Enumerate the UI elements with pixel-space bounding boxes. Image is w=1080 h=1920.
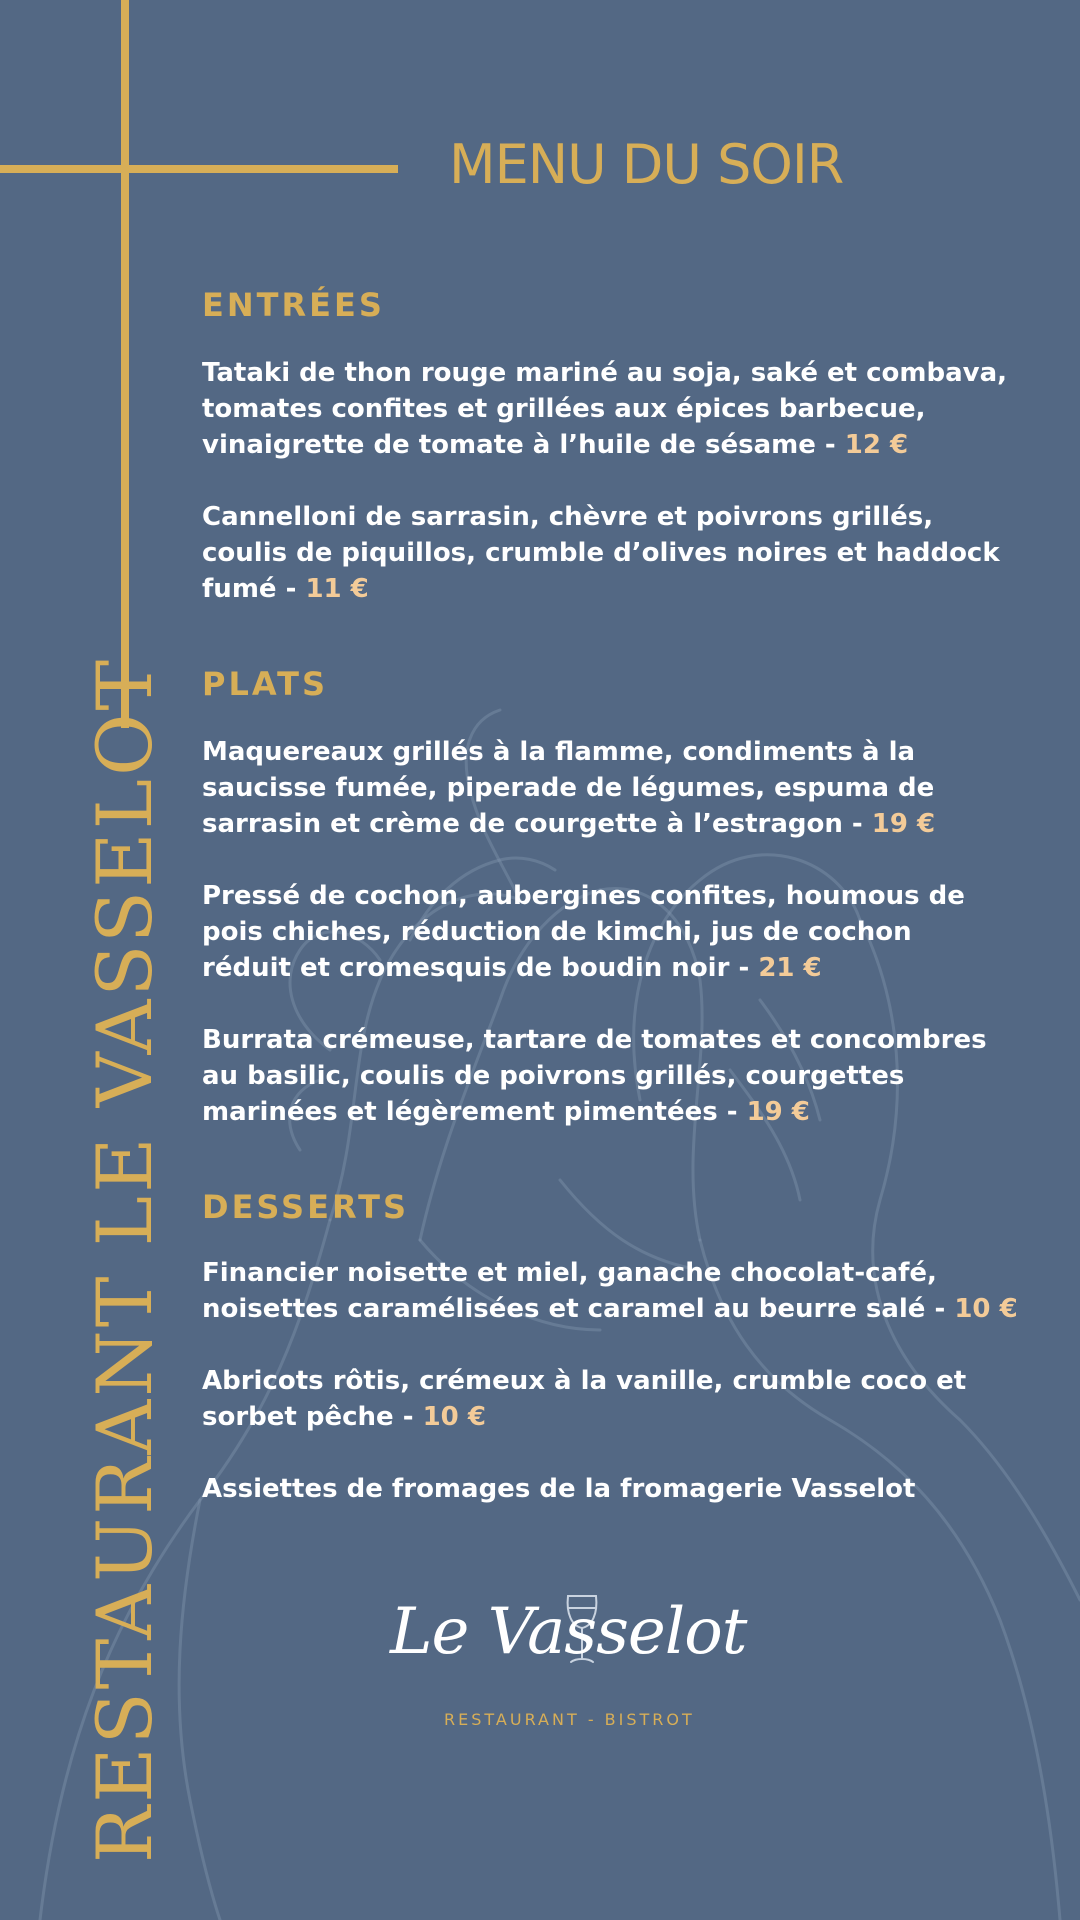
dish-item (202, 734, 1032, 842)
logo-script-text: Le Vasselot (390, 1595, 747, 1669)
gold-horizontal-line (0, 165, 398, 173)
dish-price: 19 € (871, 809, 936, 839)
dish-line: pois chiches, réduction de kimchi, jus de cochon (202, 917, 912, 947)
dish-line: noisettes caramélisées et caramel au beurre salé - 10 € (202, 1294, 1018, 1324)
dish-line: sarrasin et crème de courgette à l’estragon - 19 € (202, 809, 936, 839)
dish-price: 11 € (305, 574, 369, 604)
dish-item (202, 1255, 1032, 1327)
section-title-desserts: DESSERTS (202, 1188, 410, 1226)
dish-line: Cannelloni de sarrasin, chèvre et poivrons grillés, (202, 502, 934, 532)
dish-item (202, 1471, 1032, 1507)
dish-item (202, 1363, 1032, 1435)
section-title-plats: PLATS (202, 665, 328, 703)
dish-item (202, 499, 1032, 607)
dish-line: Assiettes de fromages de la fromagerie Vasselot (202, 1474, 916, 1504)
dish-line: tomates confites et grillées aux épices barbecue, (202, 394, 926, 424)
dish-line: Pressé de cochon, aubergines confites, houmous de (202, 881, 965, 911)
dish-line: fumé - 11 € (202, 574, 369, 604)
dish-item (202, 1022, 1032, 1130)
dish-line: saucisse fumée, piperade de légumes, espuma de (202, 773, 935, 803)
dish-line: Maquereaux grillés à la flamme, condiments à la (202, 737, 916, 767)
dish-price: 21 € (758, 953, 822, 983)
dish-line: vinaigrette de tomate à l’huile de sésame - 12 € (202, 430, 909, 460)
dish-price: 10 € (422, 1402, 486, 1432)
menu-title: MENU DU SOIR (449, 133, 844, 196)
dish-price: 19 € (746, 1097, 810, 1127)
dish-price: 12 € (844, 430, 909, 460)
dish-line: sorbet pêche - 10 € (202, 1402, 486, 1432)
dish-line: Burrata crémeuse, tartare de tomates et concombres (202, 1025, 987, 1055)
section-title-entrees: ENTRÉES (202, 286, 385, 324)
dish-line: Abricots rôtis, crémeux à la vanille, crumble coco et (202, 1366, 967, 1396)
dish-line: Financier noisette et miel, ganache chocolat-café, (202, 1258, 937, 1288)
restaurant-logo (380, 1580, 747, 1740)
dish-line: réduit et cromesquis de boudin noir - 21 € (202, 953, 822, 983)
dish-line: marinées et légèrement pimentées - 19 € (202, 1097, 810, 1127)
dish-item (202, 878, 1032, 986)
dish-line: au basilic, coulis de poivrons grillés, courgettes (202, 1061, 905, 1091)
vertical-restaurant-name: RESTAURANT LE VASSELOT (80, 656, 169, 1864)
dish-line: coulis de piquillos, crumble d’olives noires et haddock (202, 538, 1000, 568)
dish-item (202, 355, 1032, 463)
dish-price: 10 € (954, 1294, 1018, 1324)
dish-line: Tataki de thon rouge mariné au soja, saké et combava, (202, 358, 1008, 388)
logo-subtitle: RESTAURANT - BISTROT (444, 1710, 695, 1729)
gold-vertical-line (121, 0, 129, 728)
